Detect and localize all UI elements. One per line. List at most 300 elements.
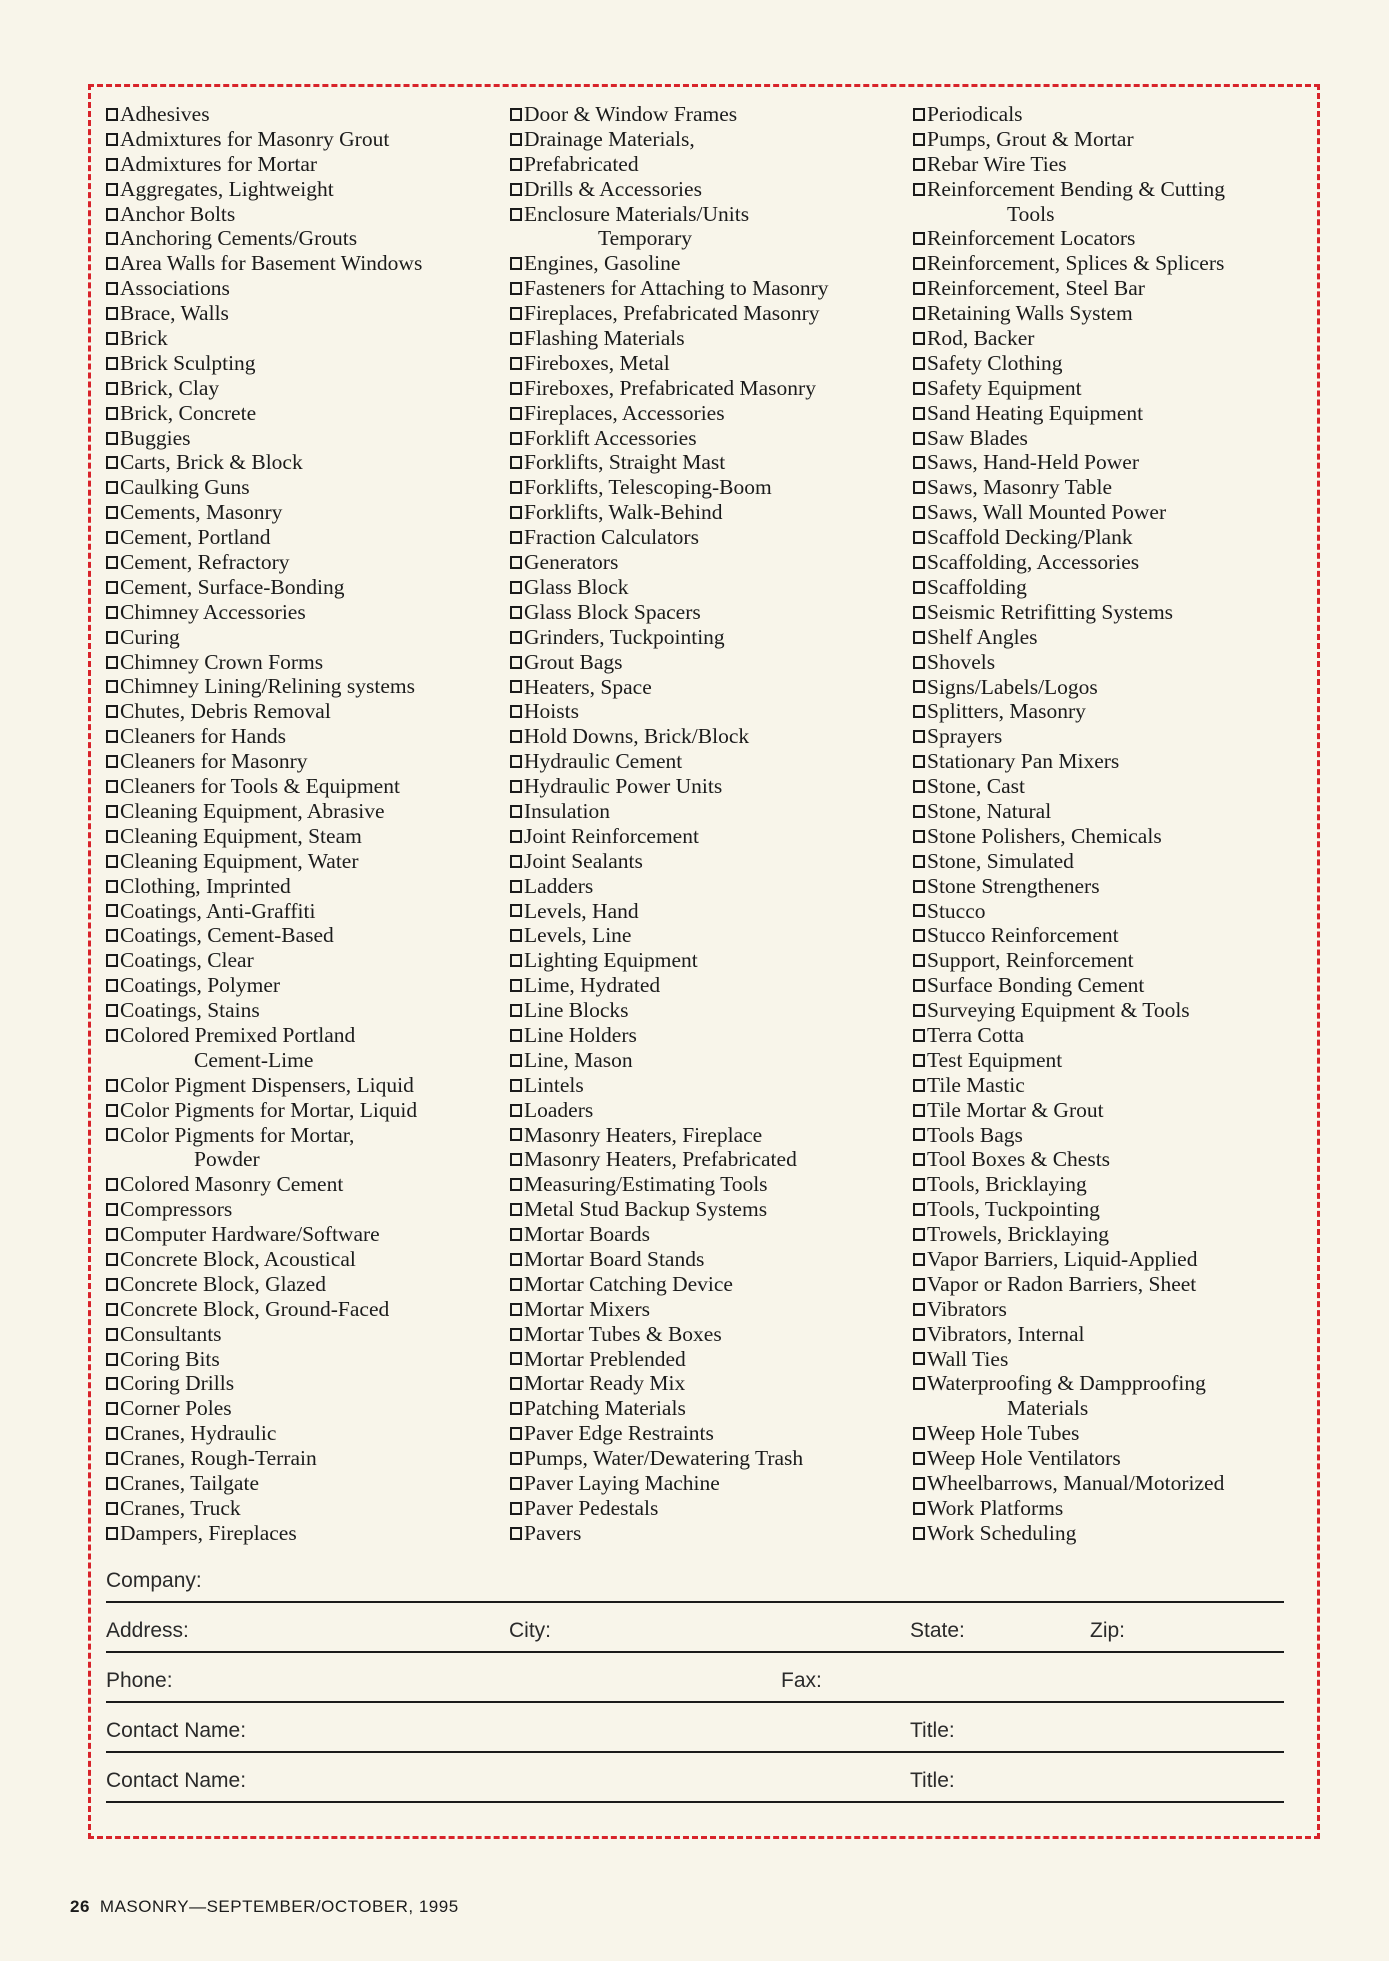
checkbox[interactable] xyxy=(106,1128,118,1141)
checklist-item[interactable] xyxy=(106,1247,506,1272)
checklist-item[interactable] xyxy=(510,1073,910,1098)
checkbox[interactable] xyxy=(106,1452,118,1465)
checklist-item[interactable] xyxy=(913,998,1333,1023)
checkbox[interactable] xyxy=(913,1427,925,1440)
checkbox[interactable] xyxy=(510,382,522,395)
checklist-item[interactable] xyxy=(510,1222,910,1247)
checkbox[interactable] xyxy=(913,755,925,768)
checklist-item[interactable] xyxy=(510,1471,910,1496)
checkbox[interactable] xyxy=(106,357,118,370)
checkbox[interactable] xyxy=(510,307,522,320)
contact-row-2[interactable] xyxy=(106,1753,1284,1803)
checklist-item[interactable] xyxy=(106,600,506,625)
checklist-item[interactable] xyxy=(510,650,910,675)
checklist-item[interactable] xyxy=(510,102,910,127)
checklist-item[interactable] xyxy=(913,1098,1333,1123)
checklist-item[interactable] xyxy=(106,326,506,351)
checklist-item[interactable] xyxy=(106,1098,506,1123)
checkbox[interactable] xyxy=(106,158,118,171)
checkbox[interactable] xyxy=(913,1104,925,1117)
checklist-item[interactable] xyxy=(106,102,506,127)
checkbox[interactable] xyxy=(106,407,118,420)
checklist-item[interactable] xyxy=(913,301,1333,326)
checklist-item[interactable] xyxy=(913,1322,1333,1347)
checklist-item[interactable] xyxy=(913,1521,1333,1546)
checkbox[interactable] xyxy=(913,232,925,245)
checkbox[interactable] xyxy=(913,705,925,718)
checklist-item[interactable] xyxy=(106,1521,506,1546)
checkbox[interactable] xyxy=(913,1328,925,1341)
checklist-item[interactable] xyxy=(106,899,506,924)
checklist-item[interactable] xyxy=(913,1496,1333,1521)
checklist-item[interactable] xyxy=(913,1247,1333,1272)
checklist-item[interactable] xyxy=(510,1446,910,1471)
checklist-item[interactable] xyxy=(913,127,1333,152)
checklist-item[interactable] xyxy=(106,1297,506,1322)
checkbox[interactable] xyxy=(106,307,118,320)
checklist-item[interactable] xyxy=(913,1172,1333,1197)
checkbox[interactable] xyxy=(913,1079,925,1092)
checkbox[interactable] xyxy=(510,1527,522,1540)
checklist-item[interactable] xyxy=(510,675,910,700)
checkbox[interactable] xyxy=(510,880,522,893)
checkbox[interactable] xyxy=(510,979,522,992)
checkbox[interactable] xyxy=(510,1178,522,1191)
checkbox[interactable] xyxy=(510,1228,522,1241)
checklist-item[interactable] xyxy=(913,401,1333,426)
checkbox[interactable] xyxy=(106,805,118,818)
checklist-item[interactable] xyxy=(510,1297,910,1322)
checkbox[interactable] xyxy=(913,730,925,743)
checkbox[interactable] xyxy=(913,1029,925,1042)
checklist-item[interactable] xyxy=(510,500,910,525)
checklist-item[interactable] xyxy=(510,1098,910,1123)
checklist-item[interactable] xyxy=(913,1147,1333,1172)
checkbox[interactable] xyxy=(106,456,118,469)
checklist-item[interactable] xyxy=(913,376,1333,401)
checklist-item[interactable] xyxy=(106,724,506,749)
checklist-item[interactable] xyxy=(913,1471,1333,1496)
checkbox[interactable] xyxy=(913,1278,925,1291)
checklist-item[interactable] xyxy=(510,127,910,152)
checklist-item[interactable] xyxy=(913,973,1333,998)
checklist-item[interactable] xyxy=(106,276,506,301)
checkbox[interactable] xyxy=(510,1352,522,1365)
checklist-item[interactable] xyxy=(510,1322,910,1347)
checklist-item[interactable] xyxy=(106,824,506,849)
checklist-item[interactable] xyxy=(510,799,910,824)
checkbox[interactable] xyxy=(106,780,118,793)
checklist-item[interactable] xyxy=(106,226,506,251)
checkbox[interactable] xyxy=(913,257,925,270)
checkbox[interactable] xyxy=(106,1353,118,1366)
checklist-item[interactable] xyxy=(510,774,910,799)
checklist-item[interactable] xyxy=(510,1421,910,1446)
checkbox[interactable] xyxy=(106,1228,118,1241)
checkbox[interactable] xyxy=(106,332,118,345)
checkbox[interactable] xyxy=(510,1079,522,1092)
checklist-item[interactable] xyxy=(913,799,1333,824)
checklist-item[interactable] xyxy=(913,550,1333,575)
checklist-item[interactable] xyxy=(510,1197,910,1222)
checklist-item[interactable] xyxy=(510,849,910,874)
checklist-item[interactable] xyxy=(510,326,910,351)
checklist-item[interactable] xyxy=(510,525,910,550)
checklist-item[interactable] xyxy=(510,152,910,177)
checkbox[interactable] xyxy=(510,606,522,619)
checkbox[interactable] xyxy=(106,432,118,445)
checklist-item[interactable] xyxy=(106,525,506,550)
checkbox[interactable] xyxy=(510,257,522,270)
checklist-item[interactable] xyxy=(510,1347,910,1372)
checkbox[interactable] xyxy=(510,855,522,868)
checkbox[interactable] xyxy=(913,1004,925,1017)
checkbox[interactable] xyxy=(510,357,522,370)
checkbox[interactable] xyxy=(106,1328,118,1341)
checklist-item[interactable] xyxy=(510,973,910,998)
checkbox[interactable] xyxy=(510,407,522,420)
checkbox[interactable] xyxy=(106,183,118,196)
checkbox[interactable] xyxy=(913,680,925,693)
checkbox[interactable] xyxy=(106,656,118,669)
checklist-item[interactable] xyxy=(913,923,1333,948)
checklist-item[interactable] xyxy=(913,1421,1333,1446)
checkbox[interactable] xyxy=(510,1203,522,1216)
checkbox[interactable] xyxy=(913,456,925,469)
checklist-item[interactable] xyxy=(510,724,910,749)
checkbox[interactable] xyxy=(510,332,522,345)
checkbox[interactable] xyxy=(106,1303,118,1316)
checkbox[interactable] xyxy=(913,1253,925,1266)
checklist-item[interactable] xyxy=(106,376,506,401)
checkbox[interactable] xyxy=(913,954,925,967)
checkbox[interactable] xyxy=(510,1104,522,1117)
checklist-item[interactable] xyxy=(106,1073,506,1098)
checklist-item[interactable] xyxy=(913,625,1333,650)
checklist-item[interactable] xyxy=(913,500,1333,525)
checkbox[interactable] xyxy=(913,1178,925,1191)
checklist-item[interactable] xyxy=(510,251,910,276)
checkbox[interactable] xyxy=(510,158,522,171)
checklist-item[interactable] xyxy=(106,774,506,799)
checklist-item[interactable] xyxy=(510,550,910,575)
checkbox[interactable] xyxy=(510,581,522,594)
checkbox[interactable] xyxy=(913,805,925,818)
checklist-item[interactable] xyxy=(106,351,506,376)
checklist-item[interactable] xyxy=(106,699,506,724)
checkbox[interactable] xyxy=(510,705,522,718)
checklist-item[interactable] xyxy=(913,600,1333,625)
checklist-item[interactable] xyxy=(106,674,506,699)
checkbox[interactable] xyxy=(913,880,925,893)
checkbox[interactable] xyxy=(106,979,118,992)
checkbox[interactable] xyxy=(913,332,925,345)
checkbox[interactable] xyxy=(106,680,118,693)
checkbox[interactable] xyxy=(106,133,118,146)
checklist-item[interactable] xyxy=(106,948,506,973)
checklist-item[interactable] xyxy=(106,1471,506,1496)
checkbox[interactable] xyxy=(913,183,925,196)
checklist-item[interactable] xyxy=(106,301,506,326)
checklist-item[interactable] xyxy=(913,675,1333,700)
checkbox[interactable] xyxy=(510,1128,522,1141)
checklist-item[interactable] xyxy=(510,575,910,600)
checklist-item[interactable] xyxy=(106,500,506,525)
checkbox[interactable] xyxy=(913,357,925,370)
checkbox[interactable] xyxy=(913,1527,925,1540)
checkbox[interactable] xyxy=(106,1527,118,1540)
checklist-item[interactable] xyxy=(913,226,1333,251)
checkbox[interactable] xyxy=(913,929,925,942)
checkbox[interactable] xyxy=(106,904,118,917)
checkbox[interactable] xyxy=(913,307,925,320)
checklist-item[interactable] xyxy=(510,1048,910,1073)
checkbox[interactable] xyxy=(106,1079,118,1092)
checklist-item[interactable] xyxy=(913,824,1333,849)
checkbox[interactable] xyxy=(106,1377,118,1390)
checklist-item[interactable] xyxy=(913,899,1333,924)
checkbox[interactable] xyxy=(913,1352,925,1365)
checkbox[interactable] xyxy=(913,581,925,594)
checkbox[interactable] xyxy=(510,1054,522,1067)
checklist-item[interactable] xyxy=(106,1222,506,1247)
checkbox[interactable] xyxy=(913,506,925,519)
checkbox[interactable] xyxy=(510,208,522,221)
checklist-item[interactable] xyxy=(106,1123,506,1173)
checklist-item[interactable] xyxy=(106,401,506,426)
checkbox[interactable] xyxy=(510,1502,522,1515)
checkbox[interactable] xyxy=(510,531,522,544)
checkbox[interactable] xyxy=(510,680,522,693)
checklist-item[interactable] xyxy=(510,1147,910,1172)
checkbox[interactable] xyxy=(510,1278,522,1291)
checkbox[interactable] xyxy=(106,705,118,718)
checkbox[interactable] xyxy=(106,208,118,221)
checkbox[interactable] xyxy=(106,1253,118,1266)
checklist-item[interactable] xyxy=(913,177,1333,227)
checkbox[interactable] xyxy=(106,954,118,967)
checkbox[interactable] xyxy=(510,631,522,644)
checklist-item[interactable] xyxy=(510,177,910,202)
checkbox[interactable] xyxy=(913,1477,925,1490)
checklist-item[interactable] xyxy=(913,450,1333,475)
checkbox[interactable] xyxy=(510,1029,522,1042)
checklist-item[interactable] xyxy=(913,1272,1333,1297)
checklist-item[interactable] xyxy=(913,1297,1333,1322)
checklist-item[interactable] xyxy=(913,724,1333,749)
checklist-item[interactable] xyxy=(913,475,1333,500)
checklist-item[interactable] xyxy=(106,1347,506,1372)
checkbox[interactable] xyxy=(913,382,925,395)
checklist-item[interactable] xyxy=(913,1073,1333,1098)
checkbox[interactable] xyxy=(913,407,925,420)
checkbox[interactable] xyxy=(510,1477,522,1490)
checklist-item[interactable] xyxy=(510,625,910,650)
contact-row-1[interactable] xyxy=(106,1703,1284,1753)
checklist-item[interactable] xyxy=(510,1272,910,1297)
checklist-item[interactable] xyxy=(913,1023,1333,1048)
checklist-item[interactable] xyxy=(913,1347,1333,1372)
checkbox[interactable] xyxy=(106,1427,118,1440)
checkbox[interactable] xyxy=(913,830,925,843)
checklist-item[interactable] xyxy=(913,276,1333,301)
checkbox[interactable] xyxy=(510,1402,522,1415)
checklist-item[interactable] xyxy=(510,301,910,326)
checklist-item[interactable] xyxy=(510,351,910,376)
checklist-item[interactable] xyxy=(913,102,1333,127)
checklist-item[interactable] xyxy=(106,152,506,177)
checkbox[interactable] xyxy=(913,1377,925,1390)
checkbox[interactable] xyxy=(106,1502,118,1515)
checklist-item[interactable] xyxy=(510,874,910,899)
checkbox[interactable] xyxy=(510,1427,522,1440)
checklist-item[interactable] xyxy=(510,1496,910,1521)
checkbox[interactable] xyxy=(106,232,118,245)
checkbox[interactable] xyxy=(913,1153,925,1166)
checkbox[interactable] xyxy=(510,456,522,469)
checkbox[interactable] xyxy=(510,954,522,967)
checklist-item[interactable] xyxy=(510,824,910,849)
checklist-item[interactable] xyxy=(510,401,910,426)
checkbox[interactable] xyxy=(510,506,522,519)
address-row[interactable] xyxy=(106,1603,1284,1653)
checklist-item[interactable] xyxy=(913,1123,1333,1148)
checkbox[interactable] xyxy=(106,556,118,569)
checklist-item[interactable] xyxy=(510,1396,910,1421)
checkbox[interactable] xyxy=(913,133,925,146)
checkbox[interactable] xyxy=(510,1377,522,1390)
checkbox[interactable] xyxy=(510,133,522,146)
checklist-item[interactable] xyxy=(106,550,506,575)
checklist-item[interactable] xyxy=(106,1272,506,1297)
checkbox[interactable] xyxy=(510,1303,522,1316)
checkbox[interactable] xyxy=(510,556,522,569)
checklist-item[interactable] xyxy=(510,1247,910,1272)
checkbox[interactable] xyxy=(510,780,522,793)
checkbox[interactable] xyxy=(913,855,925,868)
checklist-item[interactable] xyxy=(510,1023,910,1048)
checklist-item[interactable] xyxy=(913,351,1333,376)
checkbox[interactable] xyxy=(510,282,522,295)
checkbox[interactable] xyxy=(913,1203,925,1216)
checkbox[interactable] xyxy=(913,979,925,992)
checklist-item[interactable] xyxy=(106,1371,506,1396)
checklist-item[interactable] xyxy=(106,1322,506,1347)
checklist-item[interactable] xyxy=(913,749,1333,774)
checklist-item[interactable] xyxy=(913,1048,1333,1073)
checkbox[interactable] xyxy=(510,730,522,743)
checklist-item[interactable] xyxy=(913,1371,1333,1421)
checkbox[interactable] xyxy=(106,282,118,295)
company-row[interactable] xyxy=(106,1569,1284,1603)
checkbox[interactable] xyxy=(106,1203,118,1216)
checkbox[interactable] xyxy=(913,556,925,569)
checkbox[interactable] xyxy=(510,1253,522,1266)
checklist-item[interactable] xyxy=(913,525,1333,550)
checkbox[interactable] xyxy=(510,183,522,196)
checkbox[interactable] xyxy=(510,481,522,494)
checkbox[interactable] xyxy=(913,108,925,121)
checklist-item[interactable] xyxy=(106,650,506,675)
checkbox[interactable] xyxy=(106,581,118,594)
checklist-item[interactable] xyxy=(913,1222,1333,1247)
checklist-item[interactable] xyxy=(510,202,910,252)
checkbox[interactable] xyxy=(106,1029,118,1042)
checklist-item[interactable] xyxy=(106,1396,506,1421)
checkbox[interactable] xyxy=(510,108,522,121)
checklist-item[interactable] xyxy=(510,749,910,774)
checkbox[interactable] xyxy=(913,1054,925,1067)
checkbox[interactable] xyxy=(913,1502,925,1515)
checkbox[interactable] xyxy=(913,656,925,669)
checkbox[interactable] xyxy=(106,880,118,893)
checklist-item[interactable] xyxy=(106,1197,506,1222)
checklist-item[interactable] xyxy=(510,475,910,500)
checkbox[interactable] xyxy=(913,158,925,171)
checklist-item[interactable] xyxy=(106,177,506,202)
checkbox[interactable] xyxy=(106,382,118,395)
checklist-item[interactable] xyxy=(106,426,506,451)
checkbox[interactable] xyxy=(510,830,522,843)
checklist-item[interactable] xyxy=(106,849,506,874)
checkbox[interactable] xyxy=(510,1328,522,1341)
checkbox[interactable] xyxy=(106,1477,118,1490)
checklist-item[interactable] xyxy=(510,699,910,724)
checkbox[interactable] xyxy=(510,432,522,445)
checkbox[interactable] xyxy=(106,929,118,942)
checklist-item[interactable] xyxy=(106,749,506,774)
checkbox[interactable] xyxy=(106,1278,118,1291)
checkbox[interactable] xyxy=(106,1004,118,1017)
phone-row[interactable] xyxy=(106,1653,1284,1703)
checklist-item[interactable] xyxy=(510,1371,910,1396)
checkbox[interactable] xyxy=(106,631,118,644)
checkbox[interactable] xyxy=(913,606,925,619)
checkbox[interactable] xyxy=(106,755,118,768)
checklist-item[interactable] xyxy=(913,575,1333,600)
checkbox[interactable] xyxy=(913,1128,925,1141)
checklist-item[interactable] xyxy=(106,998,506,1023)
checkbox[interactable] xyxy=(106,1178,118,1191)
checkbox[interactable] xyxy=(913,1303,925,1316)
checklist-item[interactable] xyxy=(913,326,1333,351)
checklist-item[interactable] xyxy=(913,152,1333,177)
checklist-item[interactable] xyxy=(510,1521,910,1546)
checklist-item[interactable] xyxy=(106,251,506,276)
checklist-item[interactable] xyxy=(510,1172,910,1197)
checkbox[interactable] xyxy=(913,481,925,494)
checklist-item[interactable] xyxy=(510,923,910,948)
checklist-item[interactable] xyxy=(913,699,1333,724)
checkbox[interactable] xyxy=(913,904,925,917)
checklist-item[interactable] xyxy=(913,1197,1333,1222)
checkbox[interactable] xyxy=(913,1228,925,1241)
checkbox[interactable] xyxy=(913,1452,925,1465)
checklist-item[interactable] xyxy=(106,202,506,227)
checkbox[interactable] xyxy=(106,108,118,121)
checklist-item[interactable] xyxy=(510,948,910,973)
checklist-item[interactable] xyxy=(913,874,1333,899)
checklist-item[interactable] xyxy=(510,376,910,401)
checklist-item[interactable] xyxy=(510,998,910,1023)
checkbox[interactable] xyxy=(913,531,925,544)
checkbox[interactable] xyxy=(106,481,118,494)
checkbox[interactable] xyxy=(913,432,925,445)
checklist-item[interactable] xyxy=(106,923,506,948)
checklist-item[interactable] xyxy=(106,475,506,500)
checkbox[interactable] xyxy=(510,1452,522,1465)
checklist-item[interactable] xyxy=(106,799,506,824)
